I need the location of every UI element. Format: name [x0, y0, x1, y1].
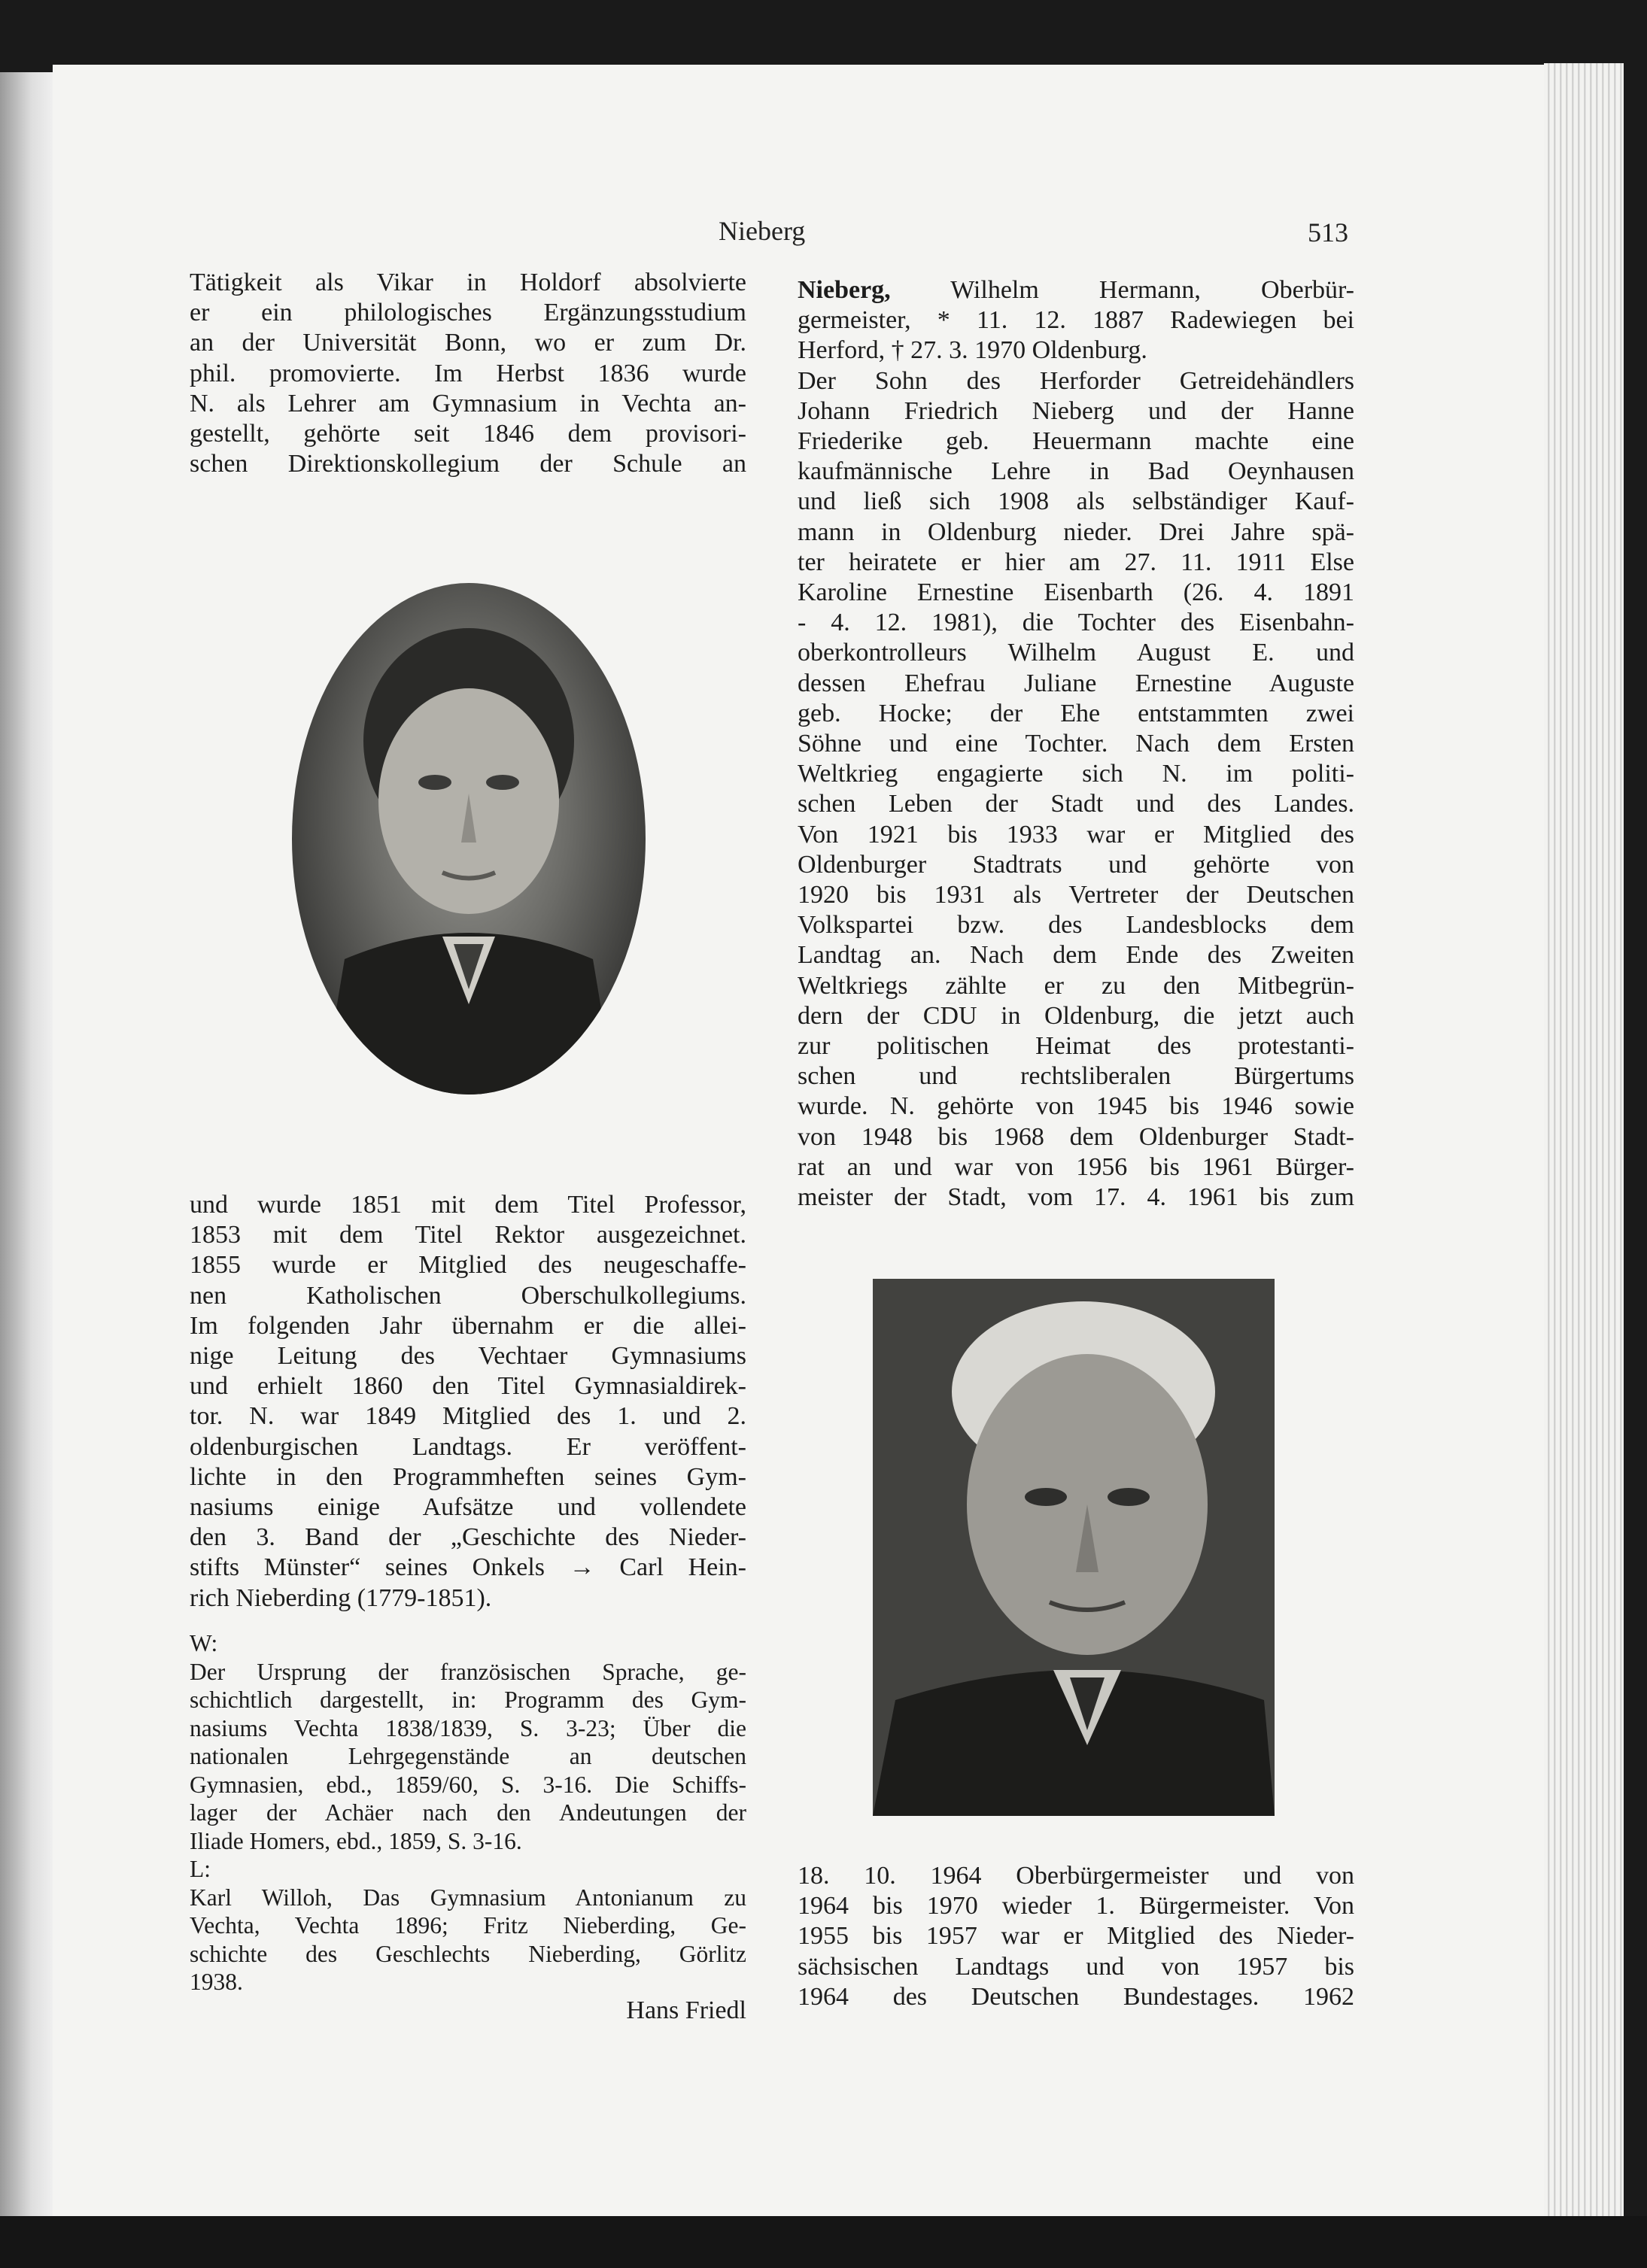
text-line: nige Leitung des Vechtaer Gymnasiums [190, 1342, 746, 1371]
text-line: und erhielt 1860 den Titel Gymnasialdirek- [190, 1372, 746, 1401]
text-line: und wurde 1851 mit dem Titel Professor, [190, 1191, 746, 1219]
text-line: 1955 bis 1957 war er Mitglied des Nieder- [798, 1922, 1354, 1951]
text-line: lichte in den Programmheften seines Gym- [190, 1462, 746, 1491]
text-line: zur politischen Heimat des protestanti- [798, 1032, 1354, 1061]
entry-name: Nieberg, [798, 276, 891, 304]
right-column-entry-text [798, 275, 1354, 1213]
text-line: schen und rechtsliberalen Bürgertums [798, 1062, 1354, 1091]
works-heading: W: [190, 1630, 218, 1656]
reference-line: nasiums Vechta 1838/1839, S. 3-23; Über die [190, 1714, 746, 1741]
text-line: Der Sohn des Herforder Getreidehändlers [798, 366, 1354, 395]
reference-line: 1938. [190, 1969, 243, 1995]
text-line: Weltkriegs zählte er zu den Mitbegrün- [798, 971, 1354, 1000]
text-line: 1920 bis 1931 als Vertreter der Deutschen [798, 881, 1354, 909]
reference-line: lager der Achäer nach den Andeutungen der [190, 1799, 746, 1826]
text-line: schen Leben der Stadt und des Landes. [798, 790, 1354, 818]
left-column-body-text [190, 1190, 746, 1614]
text-line: 1964 bis 1970 wieder 1. Bürgermeister. Von [798, 1892, 1354, 1920]
running-header: Nieberg [719, 216, 806, 246]
text-line: nasiums einige Aufsätze und vollendete [190, 1493, 746, 1522]
text-line: sächsischen Landtags und von 1957 bis [798, 1952, 1354, 1981]
text-line: Tätigkeit als Vikar in Holdorf absolvierte [190, 269, 746, 296]
text-line: oberkontrolleurs Wilhelm August E. und [798, 639, 1354, 667]
text-line: 1855 wurde er Mitglied des neugeschaffe- [190, 1251, 746, 1280]
left-column-top-text [190, 268, 746, 479]
reference-line: Der Ursprung der französischen Sprache, ge- [190, 1658, 746, 1685]
text-line: und ließ sich 1908 als selbständiger Kauf- [798, 487, 1354, 516]
previous-page-edge [0, 72, 53, 2224]
text-line: - 4. 12. 1981), die Tochter des Eisenbahn- [798, 609, 1354, 637]
text-line: dern der CDU in Oldenburg, die jetzt auch [798, 1001, 1354, 1030]
text-line: tor. N. war 1849 Mitglied des 1. und 2. [190, 1402, 746, 1431]
scan-bottom-shadow [0, 2216, 1647, 2268]
text-line: rich Nieberding (1779-1851). [190, 1583, 492, 1612]
page-number: 513 [1308, 217, 1348, 247]
text-line: rat an und war von 1956 bis 1961 Bürger- [798, 1152, 1354, 1181]
reference-line: schichte des Geschlechts Nieberding, Görlitz [190, 1940, 746, 1967]
text-line: den 3. Band der „Geschichte des Nieder- [190, 1523, 746, 1552]
text-line: oldenburgischen Landtags. Er veröffent- [190, 1432, 746, 1461]
reference-line: schichtlich dargestellt, in: Programm des Gym- [190, 1687, 746, 1713]
text-line: 18. 10. 1964 Oberbürgermeister und von [798, 1862, 1354, 1890]
literature-heading: L: [190, 1856, 211, 1882]
text-line: Söhne und eine Tochter. Nach dem Ersten [798, 730, 1354, 758]
portrait-illustration [873, 1279, 1275, 1816]
text-line: gestellt, gehörte seit 1846 dem provisori- [190, 420, 746, 448]
text-line: Johann Friedrich Nieberg und der Hanne [798, 396, 1354, 425]
text-line: Im folgenden Jahr übernahm er die allei- [190, 1311, 746, 1340]
text-line: meister der Stadt, vom 17. 4. 1961 bis zum [798, 1183, 1354, 1212]
text-line: N. als Lehrer am Gymnasium in Vechta an- [190, 389, 746, 417]
reference-line: Karl Willoh, Das Gymnasium Antonianum zu [190, 1884, 746, 1911]
text-line: germeister, * 11. 12. 1887 Radewiegen bei [798, 306, 1354, 335]
text-line: Herford, † 27. 3. 1970 Oldenburg. [798, 336, 1147, 365]
page-stack-edge [1544, 63, 1624, 2219]
entry-first-line-text: Wilhelm Hermann, Oberbür- [890, 276, 1354, 304]
text-line: Volkspartei bzw. des Landesblocks dem [798, 911, 1354, 940]
right-column-continuation-text [798, 1861, 1354, 2012]
text-line: nen Katholischen Oberschulkollegiums. [190, 1281, 746, 1310]
reference-line: Gymnasien, ebd., 1859/60, S. 3-16. Die Schiffs- [190, 1771, 746, 1798]
reference-line: Vechta, Vechta 1896; Fritz Nieberding, Ge- [190, 1912, 746, 1939]
text-line: dessen Ehefrau Juliane Ernestine Auguste [798, 669, 1354, 697]
text-line: 1964 des Deutschen Bundestages. 1962 [798, 1982, 1354, 2011]
reference-line: nationalen Lehrgegenstände an deutschen [190, 1743, 746, 1769]
left-column-references [190, 1629, 746, 2024]
portrait-photo-rect [873, 1279, 1275, 1816]
text-line: 1853 mit dem Titel Rektor ausgezeichnet. [190, 1221, 746, 1249]
text-line: Oldenburger Stadtrats und gehörte von [798, 850, 1354, 879]
text-line: an der Universität Bonn, wo er zum Dr. [190, 329, 746, 357]
text-line: kaufmännische Lehre in Bad Oeynhausen [798, 457, 1354, 486]
entry-first-line [798, 275, 1354, 305]
text-line: Karoline Ernestine Eisenbarth (26. 4. 1891 [798, 578, 1354, 607]
text-line: ter heiratete er hier am 27. 11. 1911 Else [798, 548, 1354, 576]
portrait-photo-oval [292, 583, 646, 1095]
reference-line: Iliade Homers, ebd., 1859, S. 3-16. [190, 1827, 522, 1854]
text-line: Friederike geb. Heuermann machte eine [798, 427, 1354, 456]
portrait-illustration [292, 583, 646, 1095]
text-line: schen Direktionskollegium der Schule an [190, 450, 746, 478]
text-line: mann in Oldenburg nieder. Drei Jahre spä- [798, 518, 1354, 546]
text-line: von 1948 bis 1968 dem Oldenburger Stadt- [798, 1122, 1354, 1151]
text-line: phil. promovierte. Im Herbst 1836 wurde [190, 359, 746, 387]
text-line: Landtag an. Nach dem Ende des Zweiten [798, 941, 1354, 970]
text-line: Weltkrieg engagierte sich N. im politi- [798, 760, 1354, 788]
text-line: stifts Münster“ seines Onkels → Carl Hein- [190, 1553, 746, 1582]
author-signature: Hans Friedl [626, 1996, 746, 2024]
text-line: wurde. N. gehörte von 1945 bis 1946 sowie [798, 1092, 1354, 1121]
text-line: Von 1921 bis 1933 war er Mitglied des [798, 820, 1354, 849]
text-line: er ein philologisches Ergänzungsstudium [190, 299, 746, 327]
text-line: geb. Hocke; der Ehe entstammten zwei [798, 699, 1354, 727]
